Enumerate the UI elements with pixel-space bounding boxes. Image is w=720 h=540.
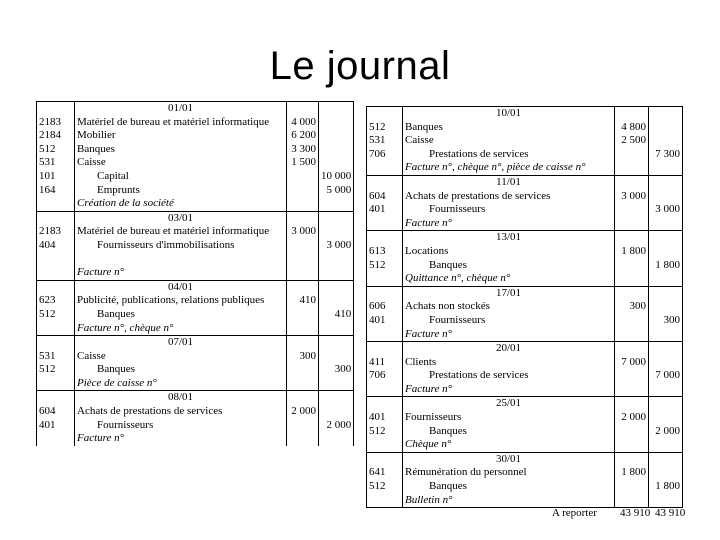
credit-amount: 1 800 bbox=[649, 480, 683, 494]
account-cell bbox=[37, 322, 75, 336]
journal-row bbox=[37, 225, 354, 239]
total-debit: 43 910 bbox=[620, 507, 651, 519]
credit-amount bbox=[319, 156, 354, 170]
journal-row bbox=[367, 203, 683, 217]
entry-reference: Pièce de caisse n° bbox=[75, 377, 287, 391]
account-label: Caisse bbox=[75, 350, 287, 364]
account-label: Caisse bbox=[75, 156, 287, 170]
account-label: Publicité, publications, relations publiques bbox=[75, 294, 287, 308]
debit-amount bbox=[615, 425, 649, 439]
debit-cell bbox=[287, 336, 319, 350]
total-credit: 43 910 bbox=[655, 507, 686, 519]
account-label: Achats de prestations de services bbox=[75, 405, 287, 419]
journal-row bbox=[37, 336, 354, 350]
account-label: Banques bbox=[75, 143, 287, 157]
account-number: 604 bbox=[37, 405, 75, 419]
credit-amount bbox=[319, 225, 354, 239]
journal-row bbox=[37, 266, 354, 280]
debit-amount bbox=[615, 480, 649, 494]
credit-cell bbox=[649, 286, 683, 300]
credit-amount bbox=[649, 121, 683, 135]
account-number: 531 bbox=[37, 156, 75, 170]
credit-cell bbox=[319, 280, 354, 294]
debit-cell bbox=[287, 197, 319, 211]
journal-row bbox=[367, 148, 683, 162]
account-number: 101 bbox=[37, 170, 75, 184]
account-number: 401 bbox=[37, 419, 75, 433]
debit-cell bbox=[615, 494, 649, 508]
account-cell bbox=[37, 377, 75, 391]
account-label: Fournisseurs bbox=[403, 411, 615, 425]
journal-row bbox=[367, 259, 683, 273]
credit-cell bbox=[319, 377, 354, 391]
journal-row bbox=[37, 143, 354, 157]
journal-row bbox=[367, 161, 683, 175]
debit-amount bbox=[287, 184, 319, 198]
account-cell bbox=[37, 280, 75, 294]
account-number: 2183 bbox=[37, 116, 75, 130]
debit-amount bbox=[615, 369, 649, 383]
account-number: 411 bbox=[367, 356, 403, 370]
journal-row bbox=[367, 286, 683, 300]
debit-amount: 300 bbox=[615, 300, 649, 314]
account-cell bbox=[37, 211, 75, 225]
credit-amount bbox=[649, 466, 683, 480]
journal-row bbox=[367, 383, 683, 397]
credit-amount: 300 bbox=[319, 363, 354, 377]
journal-row bbox=[367, 369, 683, 383]
journal-row bbox=[367, 480, 683, 494]
debit-amount: 2 000 bbox=[615, 411, 649, 425]
account-cell bbox=[367, 231, 403, 245]
account-label: Achats de prestations de services bbox=[403, 190, 615, 204]
account-label: Rémunération du personnel bbox=[403, 466, 615, 480]
account-label: Capital bbox=[75, 170, 287, 184]
journal-row bbox=[367, 190, 683, 204]
account-cell bbox=[37, 432, 75, 446]
account-number: 706 bbox=[367, 369, 403, 383]
debit-cell bbox=[615, 383, 649, 397]
entry-date: 11/01 bbox=[403, 175, 615, 189]
credit-cell bbox=[649, 452, 683, 466]
journal-row bbox=[37, 129, 354, 143]
entry-reference: Facture n° bbox=[403, 217, 615, 231]
credit-amount bbox=[319, 129, 354, 143]
debit-amount bbox=[287, 419, 319, 433]
debit-amount: 1 500 bbox=[287, 156, 319, 170]
journal-row bbox=[367, 438, 683, 452]
journal-row bbox=[37, 170, 354, 184]
credit-cell bbox=[649, 161, 683, 175]
account-cell bbox=[367, 383, 403, 397]
journal-row bbox=[37, 350, 354, 364]
debit-cell bbox=[615, 272, 649, 286]
journal-row bbox=[37, 377, 354, 391]
debit-cell bbox=[615, 231, 649, 245]
credit-amount bbox=[649, 245, 683, 259]
journal-row bbox=[37, 322, 354, 336]
entry-reference: Bulletin n° bbox=[403, 494, 615, 508]
account-number: 512 bbox=[37, 308, 75, 322]
journal-row bbox=[367, 134, 683, 148]
journal-row bbox=[367, 452, 683, 466]
debit-cell bbox=[615, 397, 649, 411]
entry-date: 30/01 bbox=[403, 452, 615, 466]
entry-reference: Chèque n° bbox=[403, 438, 615, 452]
debit-cell bbox=[287, 322, 319, 336]
credit-cell bbox=[319, 197, 354, 211]
debit-amount: 300 bbox=[287, 350, 319, 364]
debit-cell bbox=[287, 253, 319, 267]
account-number: 531 bbox=[37, 350, 75, 364]
debit-amount: 410 bbox=[287, 294, 319, 308]
account-cell bbox=[367, 342, 403, 356]
account-label: Matériel de bureau et matériel informatique bbox=[75, 116, 287, 130]
account-cell bbox=[37, 336, 75, 350]
credit-cell bbox=[319, 391, 354, 405]
journal-row bbox=[367, 107, 683, 121]
debit-amount bbox=[615, 203, 649, 217]
account-number: 401 bbox=[367, 411, 403, 425]
entry-reference: Facture n°, chèque n° bbox=[75, 322, 287, 336]
credit-amount bbox=[649, 134, 683, 148]
debit-amount bbox=[287, 170, 319, 184]
account-cell bbox=[367, 161, 403, 175]
account-label: Fournisseurs bbox=[75, 419, 287, 433]
account-number: 613 bbox=[367, 245, 403, 259]
debit-amount bbox=[615, 148, 649, 162]
journal-row bbox=[367, 231, 683, 245]
credit-amount bbox=[649, 300, 683, 314]
journal-row bbox=[37, 419, 354, 433]
account-number: 606 bbox=[367, 300, 403, 314]
journal-row bbox=[37, 405, 354, 419]
debit-cell bbox=[287, 391, 319, 405]
debit-amount: 7 000 bbox=[615, 356, 649, 370]
account-number: 531 bbox=[367, 134, 403, 148]
account-label: Clients bbox=[403, 356, 615, 370]
entry-date: 04/01 bbox=[75, 280, 287, 294]
account-number: 401 bbox=[367, 203, 403, 217]
credit-amount bbox=[649, 190, 683, 204]
journal-row bbox=[37, 116, 354, 130]
account-number: 512 bbox=[367, 425, 403, 439]
account-cell bbox=[367, 217, 403, 231]
credit-amount bbox=[319, 116, 354, 130]
account-cell bbox=[367, 438, 403, 452]
entry-date: 08/01 bbox=[75, 391, 287, 405]
entry-reference: Facture n°, chèque n°, pièce de caisse n° bbox=[403, 161, 615, 175]
debit-amount: 1 800 bbox=[615, 245, 649, 259]
account-label: Banques bbox=[75, 363, 287, 377]
credit-cell bbox=[319, 266, 354, 280]
entry-date: 13/01 bbox=[403, 231, 615, 245]
journal-row bbox=[367, 175, 683, 189]
credit-cell bbox=[319, 322, 354, 336]
account-label: Achats non stockés bbox=[403, 300, 615, 314]
credit-amount: 10 000 bbox=[319, 170, 354, 184]
debit-cell bbox=[615, 452, 649, 466]
journal-row bbox=[367, 397, 683, 411]
account-number: 512 bbox=[367, 480, 403, 494]
debit-cell bbox=[615, 175, 649, 189]
credit-amount bbox=[319, 294, 354, 308]
journal-row bbox=[37, 197, 354, 211]
account-number: 512 bbox=[367, 121, 403, 135]
credit-cell bbox=[649, 107, 683, 121]
entry-reference: Facture n° bbox=[403, 383, 615, 397]
account-number: 2184 bbox=[37, 129, 75, 143]
credit-amount: 1 800 bbox=[649, 259, 683, 273]
account-cell bbox=[37, 102, 75, 116]
credit-cell bbox=[649, 438, 683, 452]
entry-reference: Quittance n°, chèque n° bbox=[403, 272, 615, 286]
entry-reference: Facture n° bbox=[403, 328, 615, 342]
credit-amount: 5 000 bbox=[319, 184, 354, 198]
debit-cell bbox=[615, 107, 649, 121]
debit-cell bbox=[615, 438, 649, 452]
journal-row bbox=[37, 280, 354, 294]
journal-row bbox=[367, 245, 683, 259]
journal-row bbox=[367, 300, 683, 314]
debit-amount: 6 200 bbox=[287, 129, 319, 143]
a-reporter-label: A reporter bbox=[552, 507, 597, 519]
credit-amount: 7 000 bbox=[649, 369, 683, 383]
account-number: 512 bbox=[37, 143, 75, 157]
credit-cell bbox=[649, 397, 683, 411]
account-number: 512 bbox=[367, 259, 403, 273]
entry-date: 10/01 bbox=[403, 107, 615, 121]
journal-row bbox=[37, 294, 354, 308]
debit-cell bbox=[287, 280, 319, 294]
journal-row bbox=[367, 217, 683, 231]
account-label: Fournisseurs bbox=[403, 203, 615, 217]
journal-row bbox=[367, 494, 683, 508]
credit-amount: 2 000 bbox=[649, 425, 683, 439]
journal-table-left bbox=[36, 101, 354, 446]
entry-date: 25/01 bbox=[403, 397, 615, 411]
account-label: Fournisseurs bbox=[403, 314, 615, 328]
debit-cell bbox=[615, 161, 649, 175]
account-cell bbox=[367, 107, 403, 121]
account-label: Prestations de services bbox=[403, 148, 615, 162]
debit-cell bbox=[287, 211, 319, 225]
journal-row bbox=[367, 328, 683, 342]
debit-amount: 4 800 bbox=[615, 121, 649, 135]
debit-cell bbox=[287, 377, 319, 391]
journal-row bbox=[37, 363, 354, 377]
credit-cell bbox=[649, 494, 683, 508]
account-label: Banques bbox=[403, 121, 615, 135]
credit-cell bbox=[649, 217, 683, 231]
debit-amount: 3 000 bbox=[287, 225, 319, 239]
debit-amount: 3 000 bbox=[615, 190, 649, 204]
account-label: Banques bbox=[403, 425, 615, 439]
account-label: Banques bbox=[403, 480, 615, 494]
account-cell bbox=[37, 197, 75, 211]
debit-amount: 2 000 bbox=[287, 405, 319, 419]
journal-row bbox=[37, 432, 354, 446]
journal-table-right bbox=[366, 106, 683, 508]
debit-amount: 1 800 bbox=[615, 466, 649, 480]
account-number: 706 bbox=[367, 148, 403, 162]
credit-cell bbox=[649, 383, 683, 397]
journal-row bbox=[367, 356, 683, 370]
credit-cell bbox=[649, 342, 683, 356]
debit-amount: 2 500 bbox=[615, 134, 649, 148]
debit-cell bbox=[615, 328, 649, 342]
credit-amount bbox=[319, 143, 354, 157]
account-cell bbox=[367, 272, 403, 286]
account-number: 401 bbox=[367, 314, 403, 328]
journal-row bbox=[37, 102, 354, 116]
entry-reference: Facture n° bbox=[75, 266, 287, 280]
journal-row bbox=[367, 314, 683, 328]
entry-date: 03/01 bbox=[75, 211, 287, 225]
journal-row bbox=[37, 184, 354, 198]
debit-cell bbox=[287, 432, 319, 446]
entry-date: 01/01 bbox=[75, 102, 287, 116]
account-cell bbox=[367, 328, 403, 342]
account-cell bbox=[37, 253, 75, 267]
credit-cell bbox=[319, 102, 354, 116]
credit-amount: 2 000 bbox=[319, 419, 354, 433]
debit-amount bbox=[615, 259, 649, 273]
account-label: Prestations de services bbox=[403, 369, 615, 383]
journal-row bbox=[37, 253, 354, 267]
debit-cell bbox=[287, 266, 319, 280]
account-number: 2183 bbox=[37, 225, 75, 239]
credit-amount: 3 000 bbox=[649, 203, 683, 217]
credit-amount bbox=[649, 356, 683, 370]
slide-title: Le journal bbox=[269, 44, 451, 88]
account-cell bbox=[37, 266, 75, 280]
debit-amount bbox=[287, 239, 319, 253]
debit-cell bbox=[615, 217, 649, 231]
credit-cell bbox=[319, 253, 354, 267]
debit-cell bbox=[615, 286, 649, 300]
account-cell bbox=[367, 494, 403, 508]
account-label: Mobilier bbox=[75, 129, 287, 143]
journal-row bbox=[37, 308, 354, 322]
journal-row bbox=[367, 121, 683, 135]
credit-amount: 410 bbox=[319, 308, 354, 322]
credit-cell bbox=[649, 328, 683, 342]
entry-date: 20/01 bbox=[403, 342, 615, 356]
account-number: 404 bbox=[37, 239, 75, 253]
account-cell bbox=[367, 175, 403, 189]
credit-cell bbox=[319, 432, 354, 446]
account-cell bbox=[367, 286, 403, 300]
debit-cell bbox=[287, 102, 319, 116]
credit-cell bbox=[319, 336, 354, 350]
account-number: 623 bbox=[37, 294, 75, 308]
account-cell bbox=[367, 397, 403, 411]
account-number: 512 bbox=[37, 363, 75, 377]
journal-row bbox=[37, 156, 354, 170]
label-cell bbox=[75, 253, 287, 267]
credit-amount bbox=[319, 350, 354, 364]
credit-cell bbox=[649, 272, 683, 286]
credit-amount: 3 000 bbox=[319, 239, 354, 253]
debit-amount: 3 300 bbox=[287, 143, 319, 157]
account-label: Banques bbox=[75, 308, 287, 322]
account-number: 641 bbox=[367, 466, 403, 480]
account-label: Emprunts bbox=[75, 184, 287, 198]
journal-row bbox=[37, 239, 354, 253]
account-label: Caisse bbox=[403, 134, 615, 148]
account-number: 164 bbox=[37, 184, 75, 198]
journal-row bbox=[367, 425, 683, 439]
account-label: Matériel de bureau et matériel informatique bbox=[75, 225, 287, 239]
entry-reference: Création de la société bbox=[75, 197, 287, 211]
journal-row bbox=[367, 466, 683, 480]
journal-row bbox=[37, 391, 354, 405]
account-cell bbox=[367, 452, 403, 466]
journal-row bbox=[367, 272, 683, 286]
credit-cell bbox=[649, 231, 683, 245]
entry-date: 07/01 bbox=[75, 336, 287, 350]
debit-amount bbox=[615, 314, 649, 328]
credit-amount: 7 300 bbox=[649, 148, 683, 162]
account-label: Locations bbox=[403, 245, 615, 259]
entry-reference: Facture n° bbox=[75, 432, 287, 446]
debit-amount bbox=[287, 363, 319, 377]
journal-row bbox=[367, 411, 683, 425]
account-cell bbox=[37, 391, 75, 405]
account-label: Fournisseurs d'immobilisations bbox=[75, 239, 287, 253]
credit-amount bbox=[319, 405, 354, 419]
debit-amount bbox=[287, 308, 319, 322]
journal-row bbox=[367, 342, 683, 356]
credit-cell bbox=[649, 175, 683, 189]
debit-amount: 4 000 bbox=[287, 116, 319, 130]
credit-amount bbox=[649, 411, 683, 425]
credit-cell bbox=[319, 211, 354, 225]
account-label: Banques bbox=[403, 259, 615, 273]
credit-amount: 300 bbox=[649, 314, 683, 328]
account-number: 604 bbox=[367, 190, 403, 204]
entry-date: 17/01 bbox=[403, 286, 615, 300]
journal-row bbox=[37, 211, 354, 225]
debit-cell bbox=[615, 342, 649, 356]
